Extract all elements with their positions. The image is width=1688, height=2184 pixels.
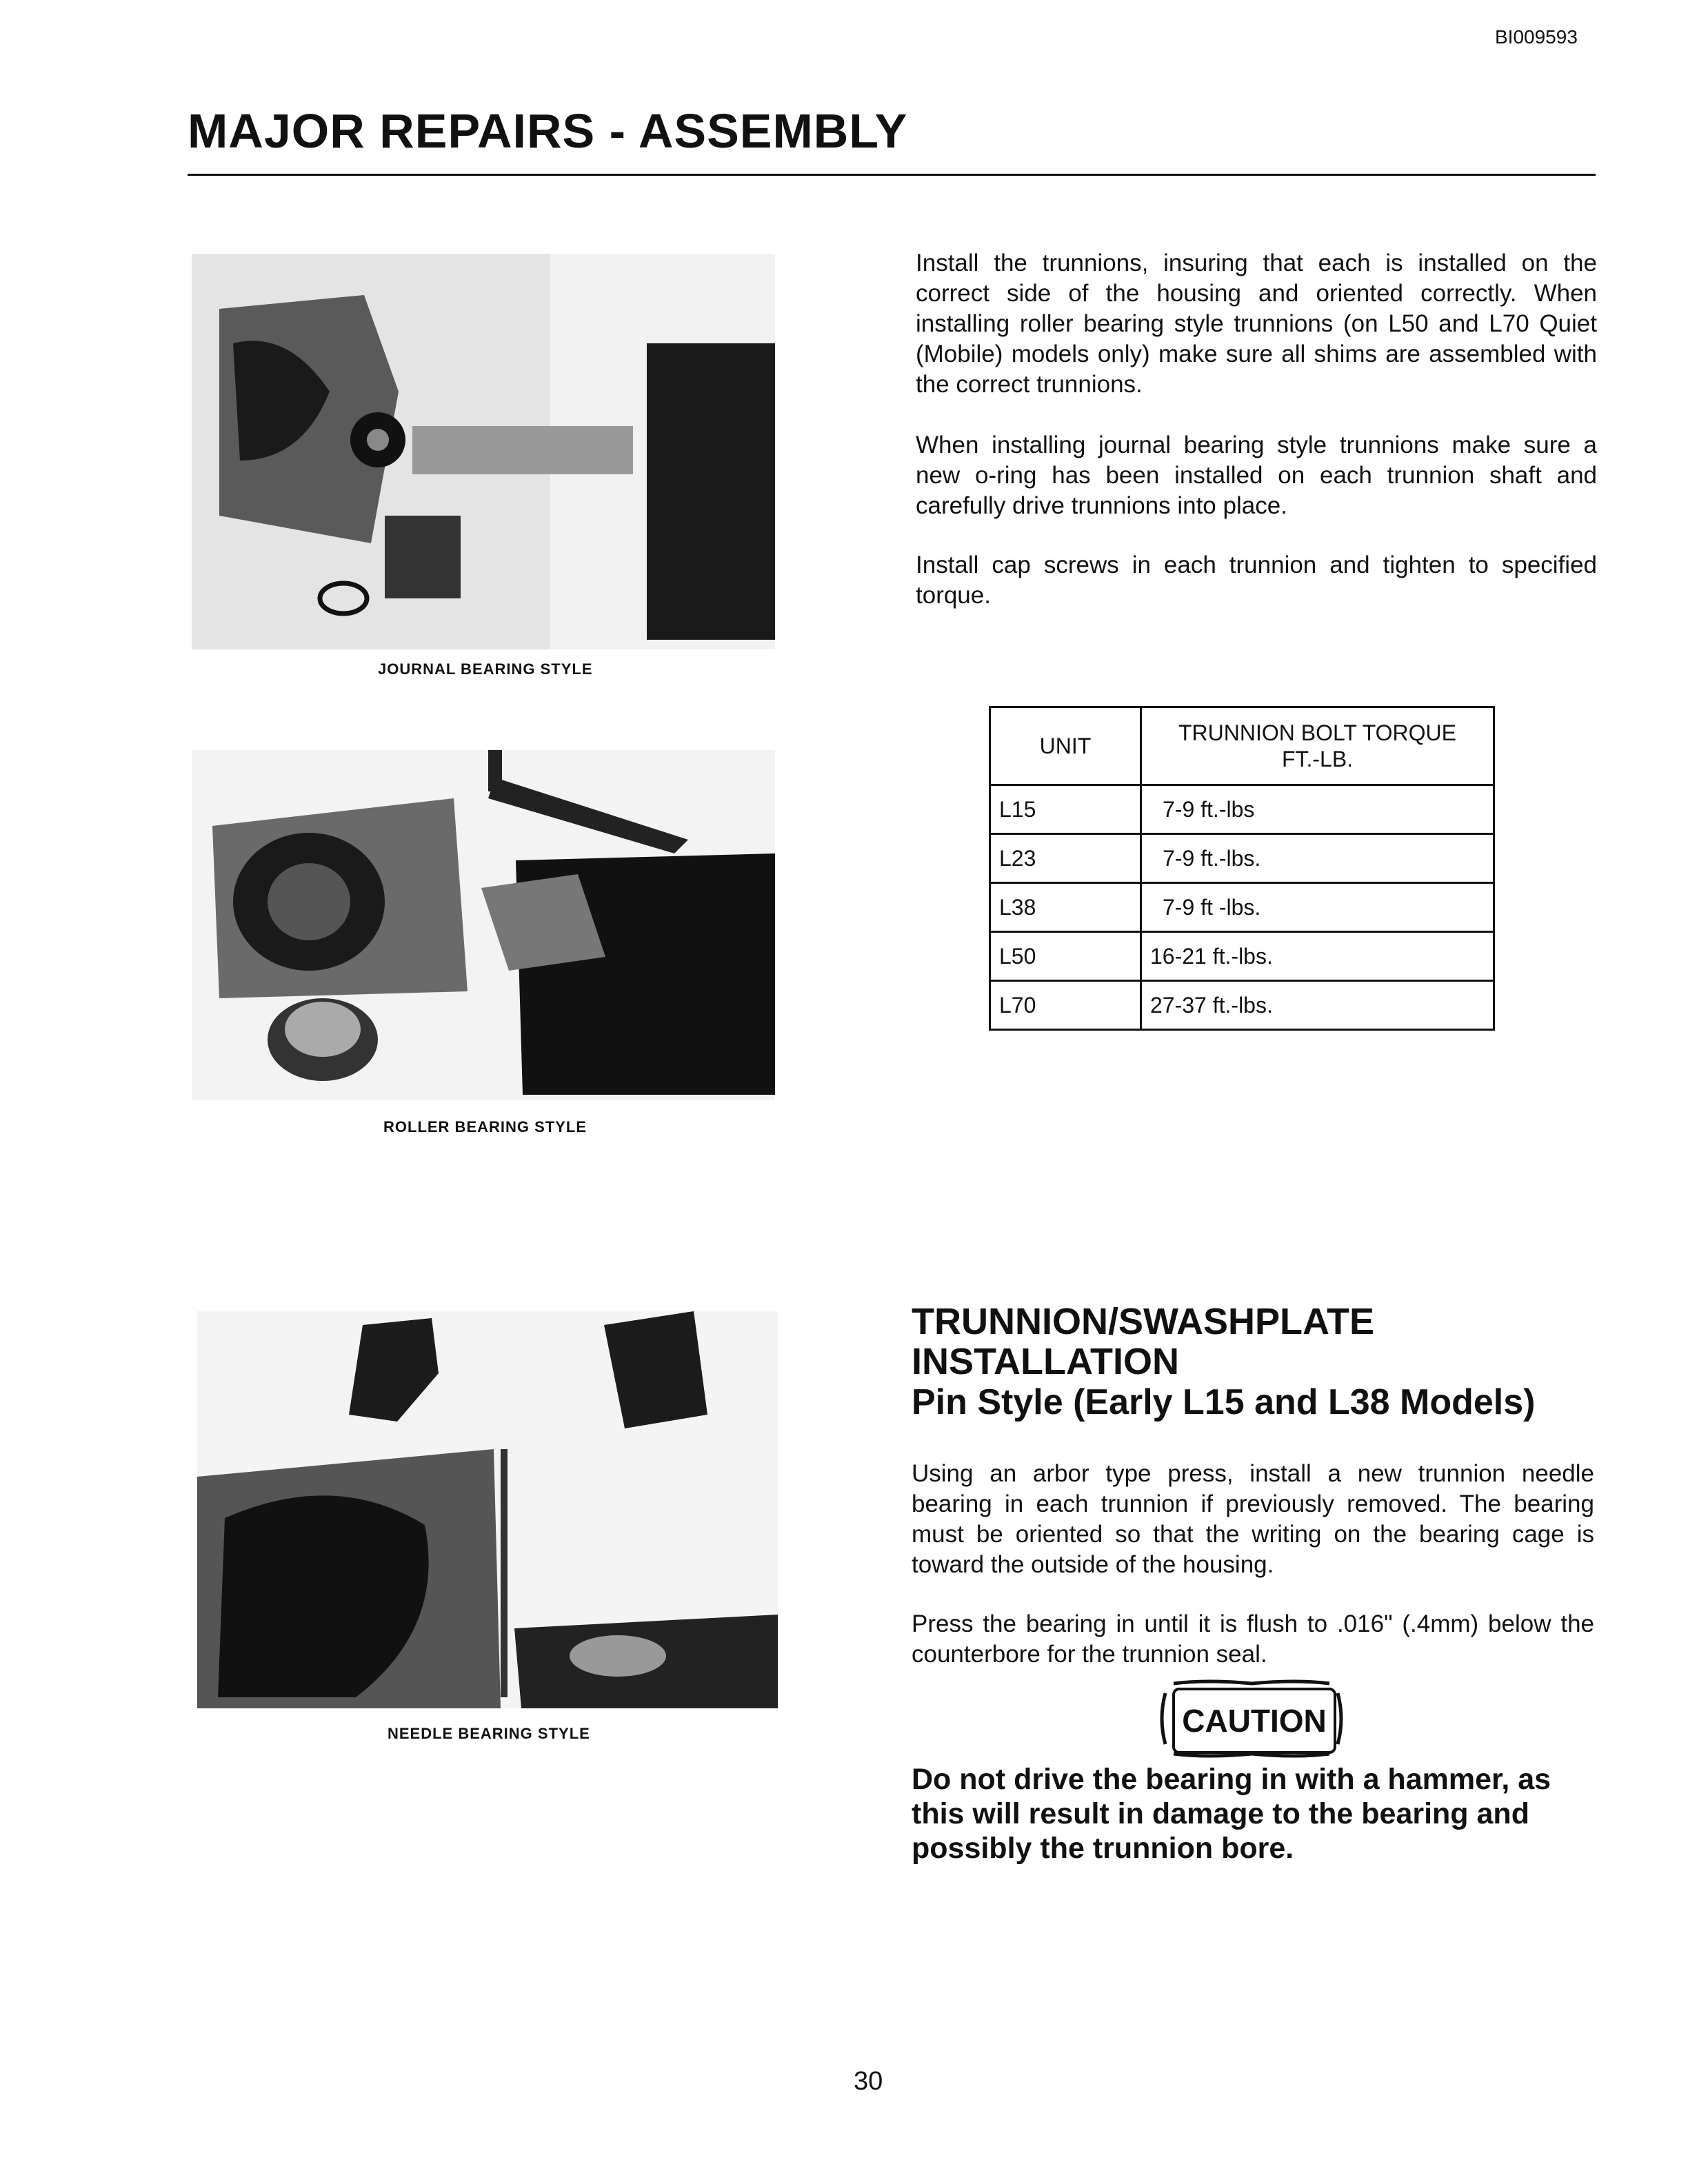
table-row <box>990 785 1494 834</box>
unit-cell: L38 <box>990 883 1141 932</box>
column-header-torque <box>1141 707 1494 785</box>
section-heading <box>912 1302 1374 1382</box>
journal-bearing-caption: JOURNAL BEARING STYLE <box>378 660 593 678</box>
roller-bearing-caption: ROLLER BEARING STYLE <box>383 1118 587 1135</box>
caution-warning-text: Do not drive the bearing in with a hammer, as this will result in damage to the bearing and possibly the trunnion bore. <box>912 1763 1551 1865</box>
unit-cell: L50 <box>990 932 1141 981</box>
title-divider <box>188 174 1596 176</box>
table-row <box>990 834 1494 883</box>
section-subheading: Pin Style (Early L15 and L38 Models) <box>912 1382 1536 1422</box>
section-paragraph-1: Using an arbor type press, install a new trunnion needle bearing in each trunnion if previously removed. The bearing must be oriented so that the writing on the bearing cage is toward the outside of the housing. <box>912 1460 1594 1578</box>
assembly-paragraph-3: Install cap screws in each trunnion and tighten to specified torque. <box>916 552 1597 609</box>
torque-header-line1: TRUNNION BOLT TORQUE <box>1178 720 1456 745</box>
document-id: BI009593 <box>1495 26 1578 48</box>
needle-bearing-photo <box>197 1311 778 1708</box>
table-row <box>990 883 1494 932</box>
torque-cell: 7-9 ft.-lbs <box>1141 785 1494 834</box>
caution-label: CAUTION <box>1172 1688 1336 1754</box>
column-header-unit: UNIT <box>990 707 1141 785</box>
section-heading-line1: TRUNNION/SWASHPLATE <box>912 1301 1374 1342</box>
page-title: MAJOR REPAIRS - ASSEMBLY <box>188 104 908 158</box>
unit-cell: L23 <box>990 834 1141 883</box>
section-paragraph-2: Press the bearing in until it is flush to .016" (.4mm) below the counterbore for the trunnion seal. <box>912 1610 1594 1668</box>
assembly-paragraph-1: Install the trunnions, insuring that each is installed on the correct side of the housing and oriented correctly. When installing roller bearing style trunnions (on L50 and L70 Quiet (Mobile) models only) make sure all shims are assembled with the correct trunnions. <box>916 250 1597 398</box>
section-heading-line2: INSTALLATION <box>912 1341 1179 1382</box>
assembly-paragraph-2: When installing journal bearing style trunnions make sure a new o-ring has been installed on each trunnion shaft and carefully drive trunnions into place. <box>916 432 1597 519</box>
journal-bearing-photo <box>192 254 775 649</box>
table-row <box>990 932 1494 981</box>
torque-header-line2: FT.-LB. <box>1281 747 1354 771</box>
torque-cell: 7-9 ft -lbs. <box>1141 883 1494 932</box>
page-number: 30 <box>854 2067 883 2096</box>
unit-cell: L15 <box>990 785 1141 834</box>
torque-cell: 7-9 ft.-lbs. <box>1141 834 1494 883</box>
table-row <box>990 981 1494 1030</box>
unit-cell: L70 <box>990 981 1141 1030</box>
trunnion-bolt-torque-table <box>989 706 1495 1031</box>
torque-cell: 16-21 ft.-lbs. <box>1141 932 1494 981</box>
needle-bearing-caption: NEEDLE BEARING STYLE <box>388 1725 590 1742</box>
table-header-row <box>990 707 1494 785</box>
torque-cell: 27-37 ft.-lbs. <box>1141 981 1494 1030</box>
caution-box <box>1158 1679 1345 1758</box>
roller-bearing-photo <box>192 750 775 1100</box>
